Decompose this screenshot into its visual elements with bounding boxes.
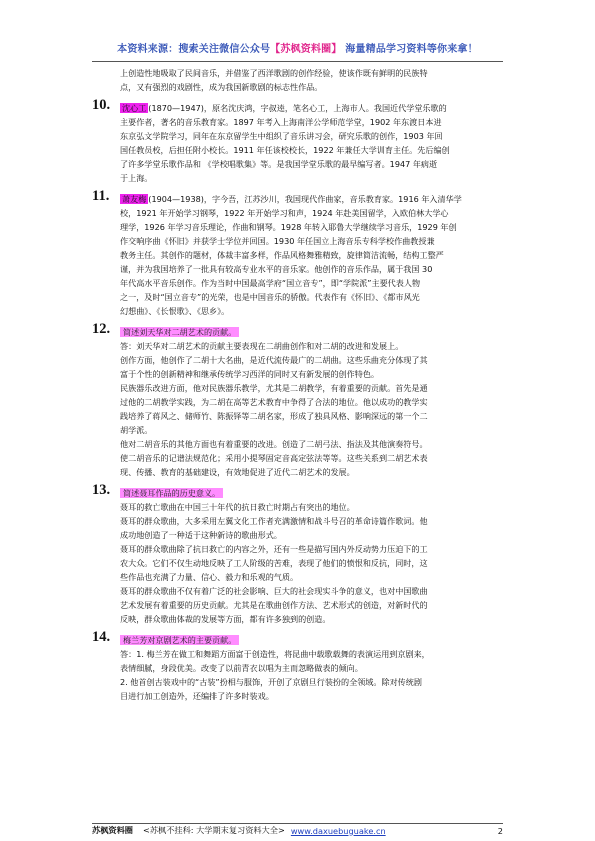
text-line: 聂耳的群众歌曲除了抗日救亡的内容之外，还有一些是描写国内外反动势力压迫下的工 bbox=[120, 544, 428, 554]
text-line bbox=[120, 101, 510, 115]
banner-suffix: 海量精品学习资料等你来拿！ bbox=[345, 44, 478, 55]
text-line: 答：刘天华对二胡艺术的贡献主要表现在二胡曲创作和对二胡的改进和发展上。 bbox=[120, 341, 404, 351]
footer-text: <苏枫不挂科: 大学期末复习资料大全> bbox=[142, 825, 285, 835]
text-line: (1904—1938)，字今吾，江苏沙川，我国现代作曲家，音乐教育家。1916 年入清华学 bbox=[148, 194, 462, 204]
text-line: 聂耳的群众歌曲，大多采用左翼文化工作者充满激情和战斗号召的革命诗篇作歌词。他 bbox=[120, 516, 428, 526]
text-line: 幻想曲》、《长恨歌》、《思乡》。 bbox=[120, 306, 230, 316]
entry-heading: 沈心工 bbox=[122, 103, 147, 113]
text-line bbox=[120, 486, 510, 500]
text-line: 上创造性地吸取了民间音乐，并借鉴了西洋歌剧的创作经验，使该作既有鲜明的民族特 bbox=[120, 68, 428, 78]
page-number: 2 bbox=[497, 825, 503, 836]
entry-number: 12. bbox=[92, 321, 111, 337]
text-line: 农大众。它们不仅生动地反映了工人阶级的苦难，表现了他们的愤恨和反抗，同时，这 bbox=[120, 558, 428, 568]
entry-11 bbox=[92, 188, 510, 318]
footer-link[interactable]: www.daxuebuguake.cn bbox=[290, 825, 386, 836]
text-line: 校，1921 年开始学习钢琴，1922 年开始学习和声，1924 年赴美国留学，入欧伯林大学心 bbox=[120, 208, 449, 218]
text-line: 国任教员校，后担任附小校长。1911 年任该校校长，1922 年兼任大学训育主任。先后编创 bbox=[120, 145, 450, 155]
text-line: 点，又有强烈的戏剧性，成为我国新歌剧的标志性作品。 bbox=[120, 82, 323, 92]
text-line: 目进行加工创造外，还编排了许多时装戏。 bbox=[120, 691, 274, 701]
text-line: 2. 他首创古装戏中的“古装”扮相与服饰，开创了京剧旦行装扮的全领域。除对传统剧 bbox=[120, 677, 422, 687]
text-line: 聂耳的救亡歌曲在中国三十年代的抗日救亡时期占有突出的地位。 bbox=[120, 502, 355, 512]
page-footer bbox=[92, 825, 503, 836]
text-line: 成功地创造了一种适于这种新诗的歌曲形式。 bbox=[120, 530, 282, 540]
banner-prefix: 本资料来源：搜索关注微信公众号 bbox=[117, 44, 271, 55]
text-line: (1870—1947)，原名沈庆鸿，字叔逵，笔名心工，上海市人。我国近代学堂乐歌的 bbox=[148, 103, 447, 113]
entry-heading: 梅兰芳对京剧艺术的主要贡献。 bbox=[120, 635, 239, 645]
entry-heading: 萧友梅 bbox=[122, 194, 147, 204]
text-line: 现、传播、教育的基础建设，有效地促进了近代二胡艺术的发展。 bbox=[120, 467, 355, 477]
text-line: 东京弘文学院学习，同年在东京留学生中组织了音乐讲习会，研究乐歌的创作，1903 年回 bbox=[120, 131, 443, 141]
text-line bbox=[120, 192, 510, 206]
text-line: 年代高水平音乐创作。作为当时中国最高学府“国立音专”，即“学院派”主要代表人物 bbox=[120, 278, 421, 288]
text-line: 反映，群众歌曲体裁的发展等方面，都有许多独到的创造。 bbox=[120, 614, 331, 624]
document-body bbox=[92, 66, 510, 703]
text-line: 表情细腻，身段优美。改变了以前青衣以唱为主而忽略做表的倾向。 bbox=[120, 663, 363, 673]
text-line: 他对二胡音乐的其他方面也有着重要的改进。创造了二胡弓法、指法及其他演奏符号。 bbox=[120, 439, 428, 449]
text-line: 谨，并为我国培养了一批具有较高专业水平的音乐家。他创作的音乐作品，属于我国 30 bbox=[120, 264, 433, 274]
text-line: 胡学派。 bbox=[120, 425, 153, 435]
text-line: 艺术发展有着重要的历史贡献。尤其是在歌曲创作方法、艺术形式的创造，对新时代的 bbox=[120, 600, 428, 610]
text-line: 于上海。 bbox=[120, 173, 153, 183]
text-line: 创作方面，他创作了二胡十大名曲，是近代流传最广的二胡曲。这些乐曲充分体现了其 bbox=[120, 355, 428, 365]
text-line: 之一，及时“国立音专”的光荣，也是中国音乐的骄傲。代表作有《怀旧》、《都市风光 bbox=[120, 292, 420, 302]
entry-12 bbox=[92, 321, 510, 479]
text-line: 富于个性的创新精神和继承传统学习西洋的同时又有新发展的创作特色。 bbox=[120, 369, 380, 379]
source-banner bbox=[0, 40, 595, 55]
text-line: 主要作者，著名的音乐教育家。1897 年考入上海南洋公学师范学堂，1902 年东渡日本进 bbox=[120, 117, 442, 127]
text-line: 过他的二胡教学实践，为二胡在高等艺术教育中争得了合法的地位。他以成功的教学实 bbox=[120, 397, 428, 407]
entry-number: 11. bbox=[92, 188, 110, 204]
text-line: 些作品也充满了力量、信心、毅力和乐观的气质。 bbox=[120, 572, 299, 582]
entry-10 bbox=[92, 97, 510, 185]
text-line: 了许多学堂乐歌作品和 《学校唱歌集》等。是我国学堂乐歌的最早编写者。1947 年病逝 bbox=[120, 159, 438, 169]
text-line bbox=[120, 633, 510, 647]
text-line: 使二胡音乐的记谱法规范化；采用小提琴固定音高定弦法等等。这些关系到二胡艺术表 bbox=[120, 453, 428, 463]
text-line: 民族器乐改进方面，他对民族器乐教学，尤其是二胡教学，有着重要的贡献。首先是通 bbox=[120, 383, 428, 393]
entry-number: 14. bbox=[92, 629, 111, 645]
text-line: 理学，1926 年学习音乐理论，作曲和钢琴。1928 年转入耶鲁大学继续学习音乐，1929 年创 bbox=[120, 222, 457, 232]
text-line bbox=[120, 325, 510, 339]
entry-13 bbox=[92, 482, 510, 626]
text-line: 教务主任。其创作的题材，体裁丰富多样，作品风格舞雅精致，旋律简洁流畅，结构工整严 bbox=[120, 250, 444, 260]
entry-heading: 简述聂耳作品的历史意义。 bbox=[120, 488, 223, 498]
text-line: 聂耳的群众歌曲不仅有着广泛的社会影响、巨大的社会现实斗争的意义，也对中国歌曲 bbox=[120, 586, 428, 596]
footer-rule bbox=[92, 823, 503, 824]
text-line: 作交响序曲《怀旧》并获学士学位并回国。1930 年任国立上海音乐专科学校作曲教授兼 bbox=[120, 236, 435, 246]
entry-heading: 简述刘天华对二胡艺术的贡献。 bbox=[120, 327, 239, 337]
text-line: 答：1. 梅兰芳在做工和舞蹈方面富于创造性，将昆曲中载歌载舞的表演运用到京剧来， bbox=[120, 649, 430, 659]
banner-brand: 【苏枫资料圈】 bbox=[270, 44, 342, 55]
entry-14 bbox=[92, 629, 510, 703]
entry-number: 10. bbox=[92, 97, 111, 113]
intro-paragraph bbox=[92, 66, 510, 94]
text-line: 践培养了蒋风之、储师竹、陈振铎等二胡名家，形成了独具风格、影响深远的第一个二 bbox=[120, 411, 428, 421]
entry-number: 13. bbox=[92, 482, 111, 498]
header-rule bbox=[92, 61, 503, 62]
footer-brand: 苏枫资料圈 bbox=[92, 825, 133, 835]
